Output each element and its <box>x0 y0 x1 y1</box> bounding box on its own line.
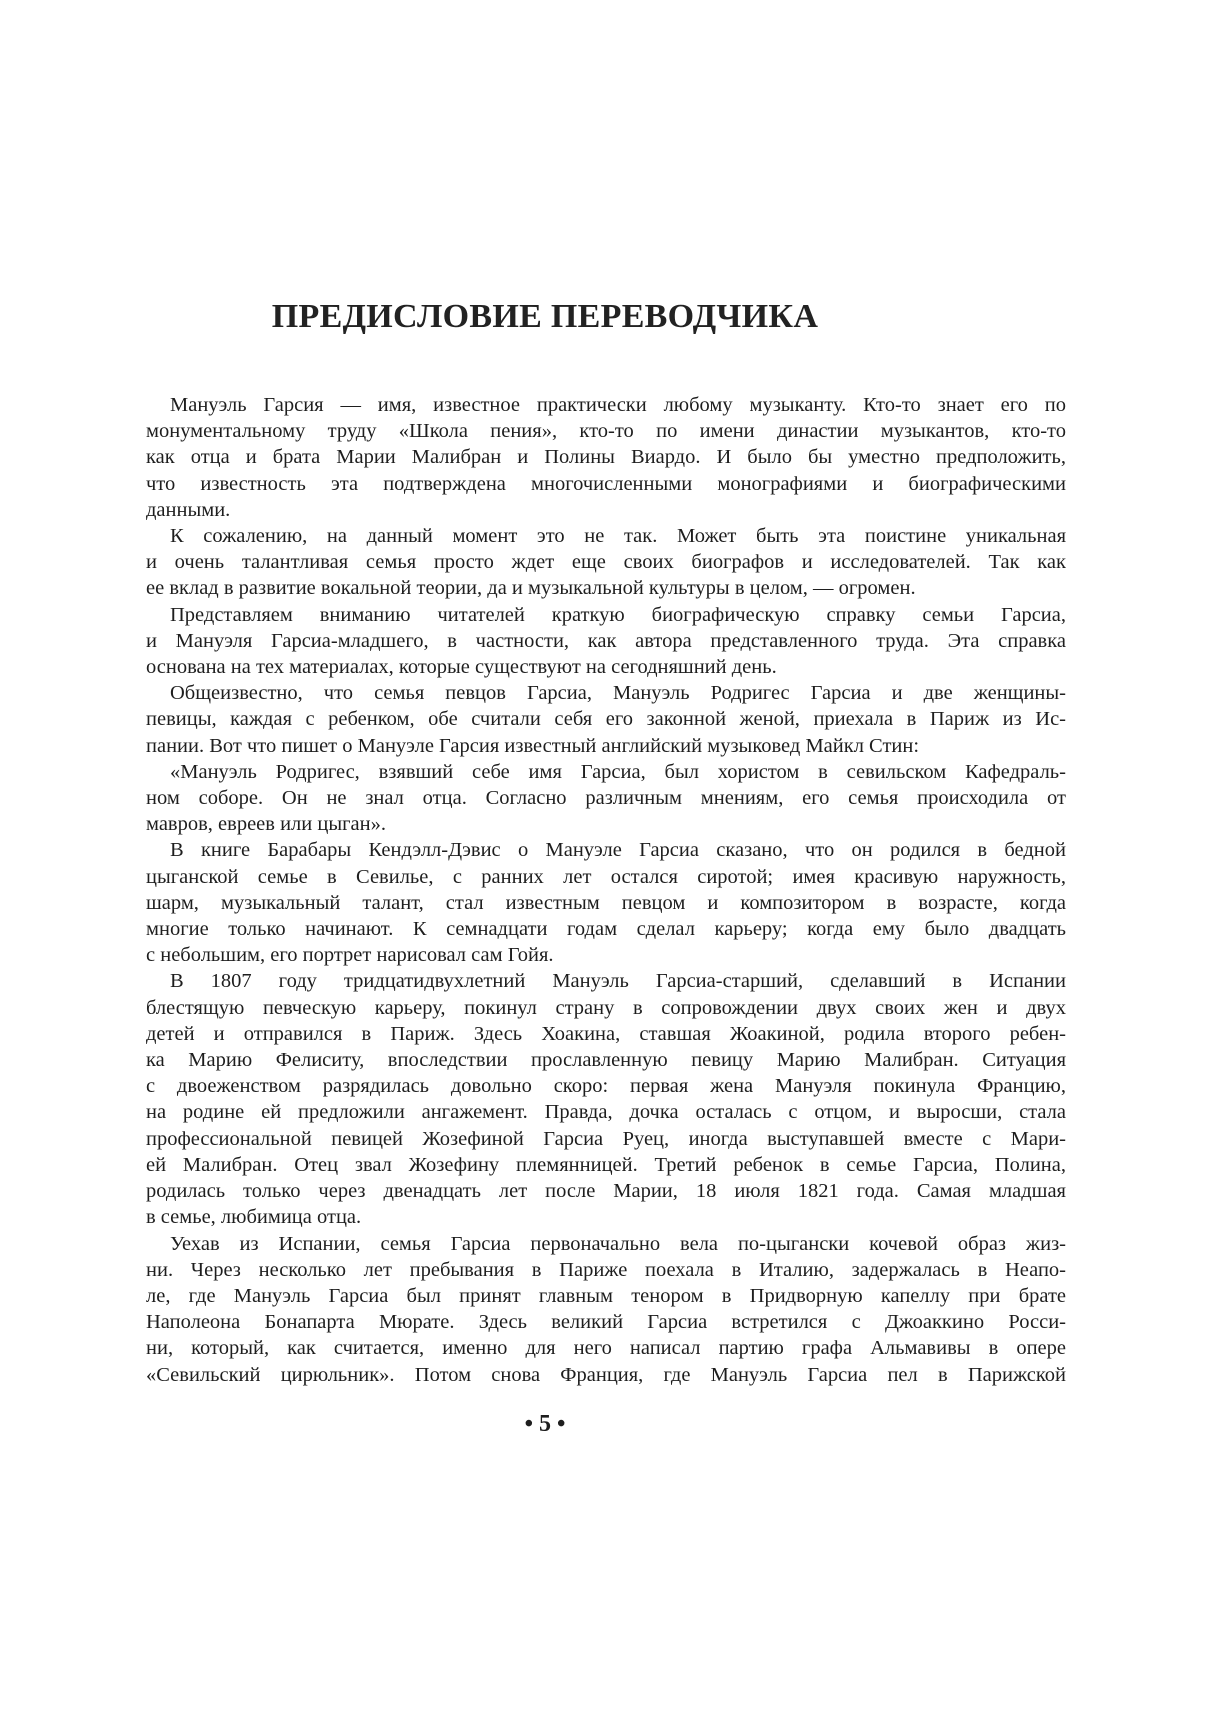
text-line: Общеизвестно, что семья певцов Гарсиа, Мануэль Родригес Гарсиа и две женщины- <box>170 682 1066 705</box>
text-line: Наполеона Бонапарта Мюрате. Здесь великий Гарсиа встретился с Джоаккино Росси- <box>146 1311 1066 1334</box>
paragraph <box>146 759 1066 838</box>
text-line: как отца и брата Марии Малибран и Полины Виардо. И было бы уместно предположить, <box>146 446 1066 469</box>
text-line: монументальному труду «Школа пения», кто-то по имени династии музыкантов, кто-то <box>146 420 1066 443</box>
text-line: певицы, каждая с ребенком, обе считали себя его законной женой, приехала в Париж из Ис- <box>146 708 1066 731</box>
text-line: В книге Барабары Кендэлл-Дэвис о Мануэле Гарсиа сказано, что он родился в бедной <box>170 839 1066 862</box>
paragraph <box>146 1231 1066 1388</box>
text-line: родилась только через двенадцать лет после Марии, 18 июля 1821 года. Самая младшая <box>146 1180 1066 1203</box>
paragraph <box>146 680 1066 759</box>
text-line: ном соборе. Он не знал отца. Согласно различным мнениям, его семья происходила от <box>146 787 1066 810</box>
text-line: ка Марию Фелиситу, впоследствии прославленную певицу Марию Малибран. Ситуация <box>146 1049 1066 1072</box>
text-line: в семье, любимица отца. <box>146 1206 362 1229</box>
text-line: и Мануэля Гарсиа-младшего, в частности, как автора представленного труда. Эта справка <box>146 629 1066 652</box>
page-title: ПРЕДИСЛОВИЕ ПЕРЕВОДЧИКА <box>271 298 819 335</box>
text-line: многие только начинают. К семнадцати годам сделал карьеру; когда ему было двадцать <box>146 918 1066 941</box>
text-line: шарм, музыкальный талант, стал известным певцом и композитором в возрасте, когда <box>146 891 1066 914</box>
text-line: ее вклад в развитие вокальной теории, да и музыкальной культуры в целом, — огромен. <box>146 577 916 600</box>
text-line: основана на тех материалах, которые существуют на сегодняшний день. <box>146 656 777 679</box>
paragraph <box>146 392 1066 523</box>
text-line: цыганской семье в Севилье, с ранних лет остался сиротой; имея красивую наружность, <box>146 865 1066 888</box>
text-line: данными. <box>146 498 231 521</box>
text-line: с двоеженством разрядилась довольно скоро: первая жена Мануэля покинула Францию, <box>146 1075 1066 1098</box>
paragraph <box>146 837 1066 968</box>
text-line: блестящую певческую карьеру, покинул страну в сопровождении двух своих жен и двух <box>146 996 1066 1019</box>
text-line: на родине ей предложили ангажемент. Правда, дочка осталась с отцом, и выросши, стала <box>146 1101 1066 1124</box>
text-line: и очень талантливая семья просто ждет еще своих биографов и исследователей. Так как <box>146 551 1066 574</box>
text-line: ни. Через несколько лет пребывания в Париже поехала в Италию, задержалась в Неапо- <box>146 1258 1066 1281</box>
text-line: мавров, евреев или цыган». <box>146 813 386 836</box>
paragraph <box>146 968 1066 1230</box>
text-line: К сожалению, на данный момент это не так. Может быть эта поистине уникальная <box>170 525 1066 548</box>
text-line: что известность эта подтверждена многочисленными монографиями и биографическими <box>146 472 1066 495</box>
text-line: пании. Вот что пишет о Мануэле Гарсия известный английский музыковед Майкл Стин: <box>146 734 920 757</box>
text-line: «Севильский цирюльник». Потом снова Франция, где Мануэль Гарсиа пел в Парижской <box>146 1363 1066 1386</box>
page-number: • 5 • <box>524 1411 566 1437</box>
text-line: Мануэль Гарсия — имя, известное практически любому музыканту. Кто-то знает его по <box>170 394 1066 416</box>
text-line: ле, где Мануэль Гарсиа был принят главным тенором в Придворную капеллу при брате <box>146 1284 1066 1307</box>
text-line: Уехав из Испании, семья Гарсиа первоначально вела по-цыгански кочевой образ жиз- <box>170 1232 1066 1255</box>
text-line: профессиональной певицей Жозефиной Гарсиа Руец, иногда выступавшей вместе с Мари- <box>146 1127 1066 1150</box>
text-line: ни, который, как считается, именно для него написал партию графа Альмавивы в опере <box>146 1337 1066 1360</box>
paragraph <box>146 523 1066 602</box>
body-text <box>146 392 1066 1388</box>
text-line: ей Малибран. Отец звал Жозефину племянницей. Третий ребенок в семье Гарсиа, Полина, <box>146 1153 1066 1176</box>
paragraph <box>146 602 1066 681</box>
text-line: с небольшим, его портрет нарисовал сам Гойя. <box>146 944 554 967</box>
text-line: В 1807 году тридцатидвухлетний Мануэль Гарсиа-старший, сделавший в Испании <box>170 970 1066 993</box>
text-line: «Мануэль Родригес, взявший себе имя Гарсиа, был хористом в севильском Кафедраль- <box>170 760 1066 783</box>
text-line: Представляем вниманию читателей краткую биографическую справку семьи Гарсиа, <box>170 603 1066 626</box>
text-line: детей и отправился в Париж. Здесь Хоакина, ставшая Жоакиной, родила второго ребен- <box>146 1022 1066 1045</box>
